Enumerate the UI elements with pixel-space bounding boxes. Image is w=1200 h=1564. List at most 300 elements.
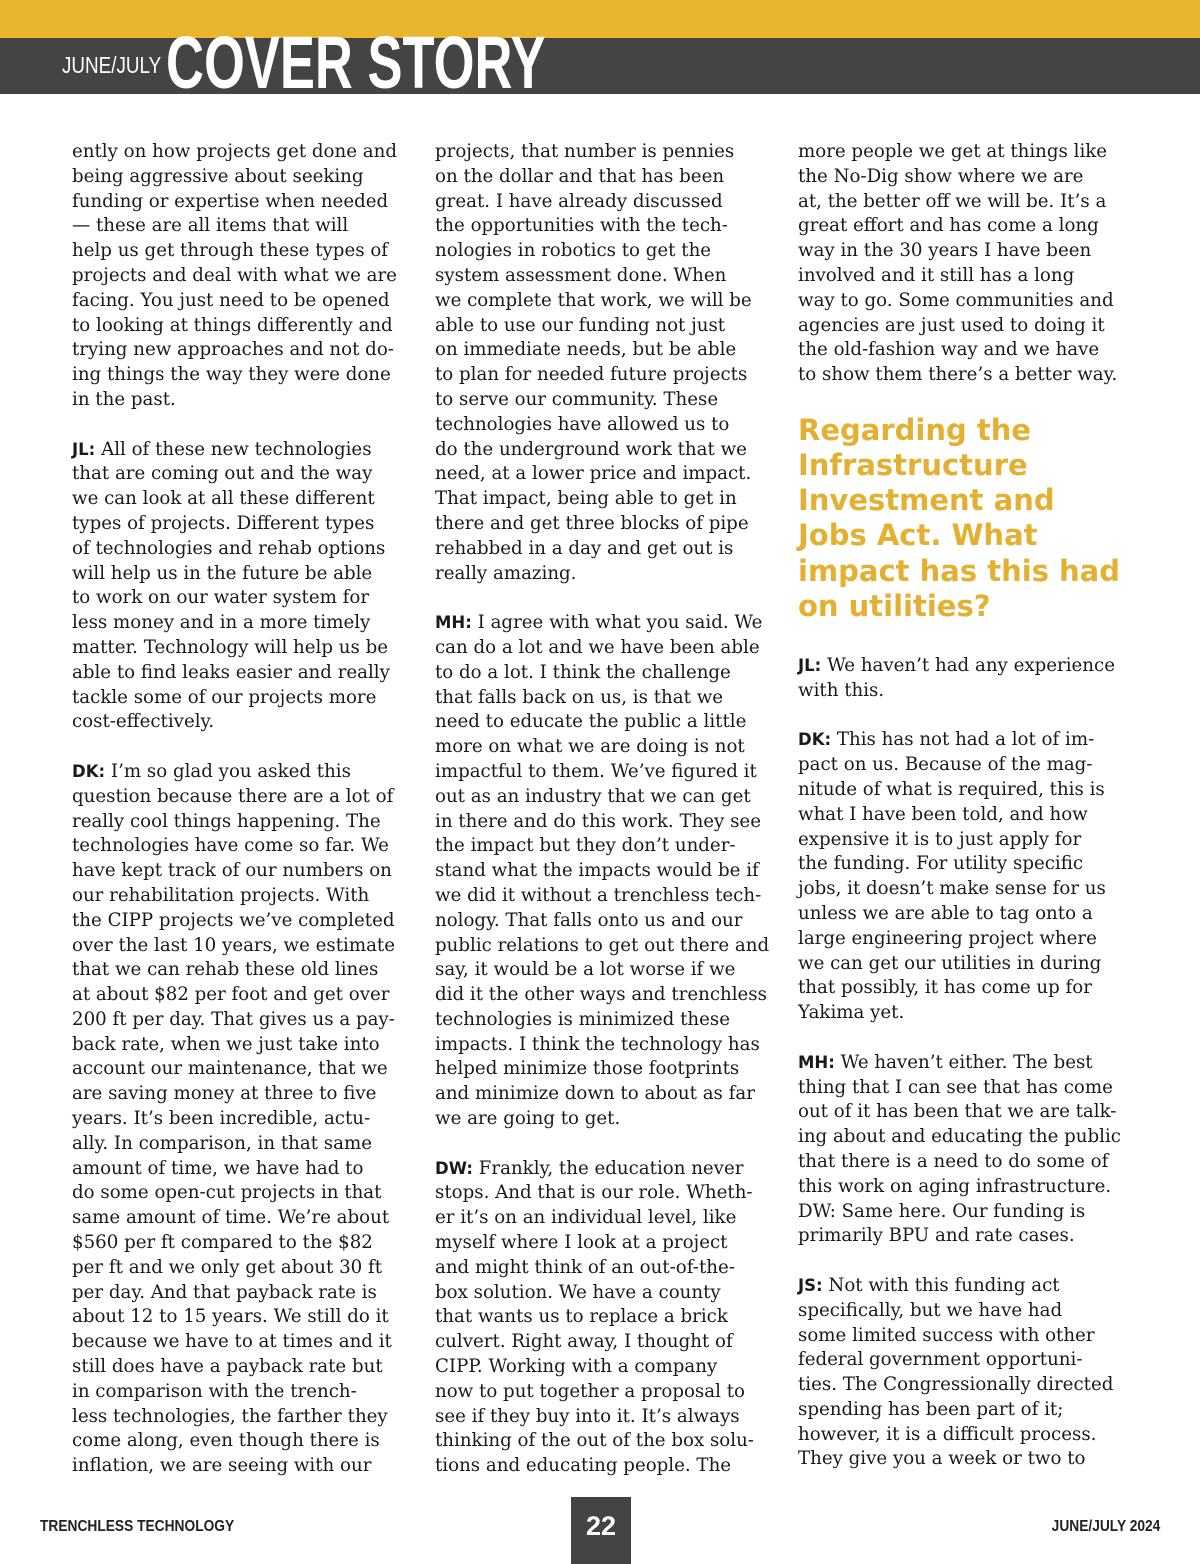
- text-line: [72, 1355, 402, 1380]
- text-line: [798, 1324, 1128, 1349]
- text-line: [72, 1256, 402, 1281]
- line-text: Not with this funding act: [828, 1274, 1060, 1296]
- text-line: [798, 1398, 1128, 1423]
- text-line: [798, 679, 1128, 704]
- article-column-3: [798, 140, 1128, 1497]
- line-text: we can get our utilities in during: [798, 952, 1102, 974]
- text-line: [435, 1033, 765, 1058]
- line-text: out as an industry that we can get: [435, 785, 751, 807]
- text-line: [435, 934, 770, 959]
- speaker-initials: DK:: [798, 730, 832, 750]
- line-text: per ft and we only get about 30 ft: [72, 1256, 383, 1278]
- text-line: [72, 1330, 402, 1355]
- line-text: ally. In comparison, in that same: [72, 1132, 372, 1154]
- line-text: are saving money at three to five: [72, 1083, 377, 1105]
- line-text: able to use our funding not just: [435, 314, 726, 336]
- line-text: about 12 to 15 years. We still do it: [72, 1306, 389, 1328]
- text-line: [798, 239, 1128, 264]
- text-line: [72, 1082, 402, 1107]
- text-line: [435, 1008, 765, 1033]
- text-line: [435, 1082, 765, 1107]
- text-line: [72, 983, 402, 1008]
- text-line: [72, 1231, 402, 1256]
- line-text: what I have been told, and how: [798, 803, 1088, 825]
- text-line: [798, 1100, 1128, 1125]
- line-text: DW: Same here. Our funding is: [798, 1200, 1086, 1222]
- interview-paragraph: [798, 654, 1128, 704]
- line-text: did it the other ways and trenchless: [435, 984, 767, 1006]
- line-text: I agree with what you said. We: [477, 612, 763, 634]
- text-line: [72, 1157, 402, 1182]
- line-text: ently on how projects get done and: [72, 141, 397, 162]
- text-line: [435, 785, 765, 810]
- speaker-initials: MH:: [435, 613, 472, 633]
- line-text: cost-effectively.: [72, 711, 215, 733]
- line-text: impactful to them. We’ve figured it: [435, 760, 757, 782]
- line-text: come along, even though there is: [72, 1430, 380, 1452]
- text-line: [798, 448, 1128, 483]
- line-text: with this.: [798, 679, 885, 701]
- text-line: [798, 654, 1128, 679]
- line-text: This has not had a lot of im-: [836, 729, 1095, 751]
- interview-paragraph: [435, 1157, 765, 1479]
- text-line: [435, 413, 765, 438]
- line-text: agencies are just used to doing it: [798, 314, 1105, 336]
- line-text: box solution. We have a county: [435, 1281, 721, 1303]
- text-line: [435, 611, 765, 636]
- line-text: the impact but they don’t under-: [435, 835, 736, 857]
- interview-paragraph: [435, 611, 770, 1132]
- line-text: way to go. Some communities and: [798, 289, 1114, 311]
- text-line: [72, 537, 402, 562]
- text-line: [72, 1181, 402, 1206]
- text-line: [435, 165, 765, 190]
- line-text: same amount of time. We’re about: [72, 1207, 390, 1229]
- interview-paragraph: [72, 140, 402, 413]
- text-line: [435, 1330, 765, 1355]
- line-text: great. I have already discussed: [435, 190, 723, 212]
- interview-paragraph: [435, 140, 765, 586]
- line-text: have kept track of our numbers on: [72, 860, 392, 882]
- text-line: [798, 338, 1128, 363]
- line-text: types of projects. Different types: [72, 512, 375, 534]
- line-text: we complete that work, we will be: [435, 289, 752, 311]
- line-text: and might think of an out-of-the-: [435, 1256, 735, 1278]
- text-line: [72, 214, 402, 239]
- text-line: [72, 1057, 402, 1082]
- speaker-initials: JL:: [798, 655, 822, 675]
- text-line: [435, 909, 765, 934]
- text-line: [798, 1150, 1128, 1175]
- line-text: They give you a week or two to: [798, 1448, 1086, 1470]
- line-text: Investment and: [798, 483, 1055, 518]
- text-line: [435, 834, 765, 859]
- text-line: [435, 1429, 765, 1454]
- text-line: [435, 686, 765, 711]
- line-text: need to educate the public a little: [435, 711, 747, 733]
- text-line: [798, 952, 1128, 977]
- line-text: at, the better off we will be. It’s a: [798, 190, 1107, 212]
- line-text: do some open-cut projects in that: [72, 1182, 382, 1204]
- line-text: that there is a need to do some of: [798, 1150, 1109, 1172]
- text-line: [435, 264, 765, 289]
- text-line: [72, 859, 402, 884]
- text-line: [72, 438, 402, 463]
- text-line: [72, 1380, 402, 1405]
- text-line: [72, 611, 402, 636]
- text-line: [435, 314, 765, 339]
- line-text: Regarding the: [798, 412, 1032, 447]
- line-text: the funding. For utility specific: [798, 853, 1084, 875]
- line-text: years. It’s been incredible, actu-: [72, 1108, 371, 1130]
- text-line: [72, 636, 402, 661]
- text-line: [72, 934, 402, 959]
- line-text: say, it would be a lot worse if we: [435, 959, 736, 981]
- text-line: [72, 562, 402, 587]
- text-line: [798, 877, 1128, 902]
- line-text: being aggressive about seeking: [72, 165, 364, 187]
- text-line: [798, 1348, 1128, 1373]
- issue-label: JUNE/JULY: [62, 52, 162, 78]
- text-line: [798, 140, 1128, 165]
- text-line: [435, 1454, 765, 1479]
- line-text: way in the 30 years I have been: [798, 240, 1092, 262]
- line-text: impact has this had: [798, 553, 1120, 588]
- line-text: expensive it is to just apply for: [798, 828, 1082, 850]
- text-line: [798, 314, 1128, 339]
- line-text: the old-fashion way and we have: [798, 339, 1100, 361]
- text-line: [435, 710, 765, 735]
- text-line: [72, 1033, 402, 1058]
- line-text: more on what we are doing is not: [435, 736, 745, 758]
- line-text: that we can rehab these old lines: [72, 959, 379, 981]
- line-text: there and get three blocks of pipe: [435, 512, 749, 534]
- line-text: nology. That falls onto us and our: [435, 909, 743, 931]
- line-text: funding or expertise when needed: [72, 190, 389, 212]
- line-text: Frankly, the education never: [478, 1157, 744, 1179]
- text-line: [72, 1132, 402, 1157]
- text-line: [798, 828, 1128, 853]
- speaker-initials: DK:: [72, 761, 106, 781]
- line-text: less money and in a more timely: [72, 612, 371, 634]
- text-line: [798, 1373, 1128, 1398]
- text-line: [798, 554, 1128, 589]
- line-text: to work on our water system for: [72, 587, 370, 609]
- interview-paragraph: [798, 140, 1128, 388]
- text-line: [798, 1125, 1128, 1150]
- line-text: and minimize down to about as far: [435, 1083, 755, 1105]
- text-line: [435, 388, 765, 413]
- line-text: can do a lot and we have been able: [435, 636, 760, 658]
- text-line: [72, 884, 402, 909]
- text-line: [72, 1206, 402, 1231]
- line-text: $560 per ft compared to the $82: [72, 1232, 373, 1254]
- text-line: [72, 1281, 402, 1306]
- line-text: facing. You just need to be opened: [72, 289, 390, 311]
- text-line: [798, 1200, 1128, 1225]
- text-line: [798, 976, 1128, 1001]
- text-line: [798, 753, 1128, 778]
- line-text: see if they buy into it. It’s always: [435, 1405, 740, 1427]
- text-line: [798, 852, 1128, 877]
- line-text: will help us in the future be able: [72, 562, 373, 584]
- line-text: nologies in robotics to get the: [435, 240, 712, 262]
- line-text: we can look at all these different: [72, 488, 375, 510]
- text-line: [72, 190, 402, 215]
- line-text: projects, that number is pennies: [435, 141, 735, 162]
- line-text: system assessment done. When: [435, 264, 727, 286]
- interview-paragraph: [72, 438, 402, 736]
- text-line: [798, 289, 1128, 314]
- text-line: [72, 785, 402, 810]
- text-line: [72, 1305, 402, 1330]
- text-line: [72, 1429, 402, 1454]
- text-line: [435, 636, 765, 661]
- text-line: [72, 1454, 402, 1479]
- section-subheading: [798, 413, 1128, 624]
- line-text: over the last 10 years, we estimate: [72, 934, 396, 956]
- text-line: [435, 1256, 765, 1281]
- text-line: [435, 214, 765, 239]
- line-text: 200 ft per day. That gives us a pay-: [72, 1008, 395, 1030]
- text-line: [435, 512, 765, 537]
- line-text: the opportunities with the tech-: [435, 215, 728, 237]
- line-text: spending has been part of it;: [798, 1398, 1064, 1420]
- line-text: some limited success with other: [798, 1324, 1095, 1346]
- line-text: tackle some of our projects more: [72, 686, 377, 708]
- line-text: impacts. I think the technology has: [435, 1033, 760, 1055]
- text-line: [435, 1107, 765, 1132]
- text-line: [798, 589, 1128, 624]
- line-text: primarily BPU and rate cases.: [798, 1225, 1075, 1247]
- text-line: [72, 363, 402, 388]
- text-line: [798, 1224, 1128, 1249]
- article-column-1: [72, 140, 402, 1504]
- line-text: to plan for needed future projects: [435, 364, 748, 386]
- text-line: [798, 778, 1128, 803]
- line-text: that wants us to replace a brick: [435, 1306, 728, 1328]
- text-line: [435, 1206, 765, 1231]
- line-text: out of it has been that we are talk-: [798, 1101, 1117, 1123]
- text-line: [435, 487, 765, 512]
- text-line: [798, 483, 1128, 518]
- text-line: [435, 1305, 765, 1330]
- line-text: in comparison with the trench-: [72, 1380, 357, 1402]
- line-text: trying new approaches and not do-: [72, 339, 394, 361]
- speaker-initials: MH:: [798, 1052, 835, 1072]
- line-text: less technologies, the farther they: [72, 1405, 388, 1427]
- text-line: [798, 214, 1128, 239]
- line-text: — these are all items that will: [72, 215, 349, 237]
- text-line: [72, 462, 402, 487]
- line-text: We haven’t had any experience: [827, 654, 1115, 676]
- text-line: [435, 1057, 765, 1082]
- line-text: federal government opportuni-: [798, 1349, 1083, 1371]
- text-line: [798, 1076, 1128, 1101]
- line-text: ing things the way they were done: [72, 364, 391, 386]
- text-line: [435, 537, 765, 562]
- article-column-2: [435, 140, 770, 1504]
- text-line: [798, 518, 1128, 553]
- text-line: [798, 1175, 1128, 1200]
- text-line: [435, 859, 765, 884]
- line-text: the No-Dig show where we are: [798, 165, 1084, 187]
- line-text: we did it without a trenchless tech-: [435, 884, 762, 906]
- line-text: in the past.: [72, 388, 176, 410]
- text-line: [798, 363, 1128, 388]
- line-text: that are coming out and the way: [72, 463, 373, 485]
- line-text: the CIPP projects we’ve completed: [72, 909, 395, 931]
- line-text: amount of time, we have had to: [72, 1157, 364, 1179]
- line-text: projects and deal with what we are: [72, 264, 397, 286]
- line-text: account our maintenance, that we: [72, 1058, 388, 1080]
- footer-publication: TRENCHLESS TECHNOLOGY: [40, 1518, 235, 1535]
- text-line: [798, 728, 1128, 753]
- line-text: Yakima yet.: [798, 1002, 905, 1024]
- text-line: [798, 1274, 1128, 1299]
- text-line: [72, 239, 402, 264]
- line-text: matter. Technology will help us be: [72, 636, 388, 658]
- text-line: [72, 1008, 402, 1033]
- line-text: stops. And that is our role. Wheth-: [435, 1182, 753, 1204]
- speaker-initials: JL:: [72, 439, 96, 459]
- line-text: our rehabilitation projects. With: [72, 884, 370, 906]
- text-line: [798, 264, 1128, 289]
- text-line: [435, 983, 765, 1008]
- line-text: to show them there’s a better way.: [798, 364, 1118, 386]
- line-text: pact on us. Because of the mag-: [798, 754, 1093, 776]
- text-line: [435, 958, 765, 983]
- text-line: [435, 1355, 765, 1380]
- interview-paragraph: [798, 1274, 1128, 1472]
- line-text: on the dollar and that has been: [435, 165, 725, 187]
- text-line: [435, 1380, 765, 1405]
- text-line: [72, 834, 402, 859]
- line-text: we are going to get.: [435, 1108, 621, 1130]
- text-line: [72, 140, 402, 165]
- line-text: that falls back on us, is that we: [435, 686, 724, 708]
- text-line: [798, 165, 1128, 190]
- line-text: er it’s on an individual level, like: [435, 1207, 737, 1229]
- section-title: COVER STORY: [166, 21, 546, 104]
- line-text: Infrastructure: [798, 447, 1028, 482]
- text-line: [435, 462, 765, 487]
- line-text: stand what the impacts would be if: [435, 860, 759, 882]
- line-text: need, at a lower price and impact.: [435, 463, 752, 485]
- interview-paragraph: [798, 728, 1128, 1026]
- line-text: per day. And that payback rate is: [72, 1281, 377, 1303]
- line-text: public relations to get out there and: [435, 934, 770, 956]
- text-line: [72, 686, 402, 711]
- text-line: [72, 810, 402, 835]
- line-text: that possibly, it has come up for: [798, 977, 1092, 999]
- text-line: [435, 1281, 765, 1306]
- line-text: thinking of the out of the box solu-: [435, 1430, 754, 1452]
- line-text: question because there are a lot of: [72, 785, 394, 807]
- line-text: to do a lot. I think the challenge: [435, 661, 731, 683]
- line-text: CIPP. Working with a company: [435, 1356, 718, 1378]
- line-text: of technologies and rehab options: [72, 537, 386, 559]
- text-line: [72, 512, 402, 537]
- line-text: involved and it still has a long: [798, 264, 1075, 286]
- line-text: ing about and educating the public: [798, 1126, 1121, 1148]
- text-line: [435, 760, 765, 785]
- text-line: [435, 190, 765, 215]
- line-text: thing that I can see that has come: [798, 1076, 1113, 1098]
- line-text: technologies have come so far. We: [72, 835, 389, 857]
- line-text: inflation, we are seeing with our: [72, 1455, 372, 1477]
- text-line: [72, 264, 402, 289]
- text-line: [435, 239, 765, 264]
- text-line: [435, 140, 765, 165]
- text-line: [72, 710, 402, 735]
- line-text: nitude of what is required, this is: [798, 778, 1105, 800]
- text-line: [798, 927, 1128, 952]
- line-text: culvert. Right away, I thought of: [435, 1331, 733, 1353]
- line-text: this work on aging infrastructure.: [798, 1175, 1112, 1197]
- text-line: [798, 1447, 1128, 1472]
- text-line: [435, 1157, 765, 1182]
- line-text: help us get through these types of: [72, 240, 389, 262]
- line-text: unless we are able to tag onto a: [798, 902, 1093, 924]
- text-line: [435, 363, 765, 388]
- text-line: [798, 902, 1128, 927]
- line-text: more people we get at things like: [798, 141, 1108, 162]
- text-line: [435, 735, 765, 760]
- text-line: [435, 1231, 765, 1256]
- line-text: Jobs Act. What: [798, 518, 1038, 553]
- line-text: great effort and has come a long: [798, 215, 1099, 237]
- text-line: [72, 487, 402, 512]
- text-line: [798, 413, 1128, 448]
- text-line: [435, 289, 765, 314]
- line-text: really cool things happening. The: [72, 810, 381, 832]
- line-text: back rate, when we just take into: [72, 1033, 380, 1055]
- text-line: [435, 661, 765, 686]
- line-text: helped minimize those footprints: [435, 1058, 740, 1080]
- text-line: [798, 1001, 1128, 1026]
- interview-paragraph: [72, 760, 402, 1479]
- line-text: in there and do this work. They see: [435, 810, 761, 832]
- line-text: rehabbed in a day and get out is: [435, 537, 734, 559]
- line-text: All of these new technologies: [101, 438, 372, 460]
- interview-paragraph: [798, 1051, 1128, 1249]
- text-line: [72, 1107, 402, 1132]
- line-text: myself where I look at a project: [435, 1232, 728, 1254]
- line-text: technologies have allowed us to: [435, 413, 730, 435]
- speaker-initials: JS:: [798, 1275, 823, 1295]
- text-line: [435, 1405, 765, 1430]
- text-line: [798, 1423, 1128, 1448]
- text-line: [798, 190, 1128, 215]
- line-text: however, it is a difficult process.: [798, 1423, 1097, 1445]
- line-text: still does have a payback rate but: [72, 1356, 383, 1378]
- text-line: [72, 909, 402, 934]
- line-text: technologies is minimized these: [435, 1008, 730, 1030]
- line-text: specifically, but we have had: [798, 1299, 1063, 1321]
- line-text: to looking at things differently and: [72, 314, 393, 336]
- line-text: really amazing.: [435, 562, 577, 584]
- page-number: 22: [571, 1497, 631, 1564]
- text-line: [435, 1181, 765, 1206]
- line-text: That impact, being able to get in: [435, 488, 737, 510]
- text-line: [798, 1299, 1128, 1324]
- line-text: because we have to at times and it: [72, 1331, 392, 1353]
- line-text: jobs, it doesn’t make sense for us: [798, 878, 1106, 900]
- text-line: [435, 338, 765, 363]
- text-line: [72, 586, 402, 611]
- speaker-initials: DW:: [435, 1158, 473, 1178]
